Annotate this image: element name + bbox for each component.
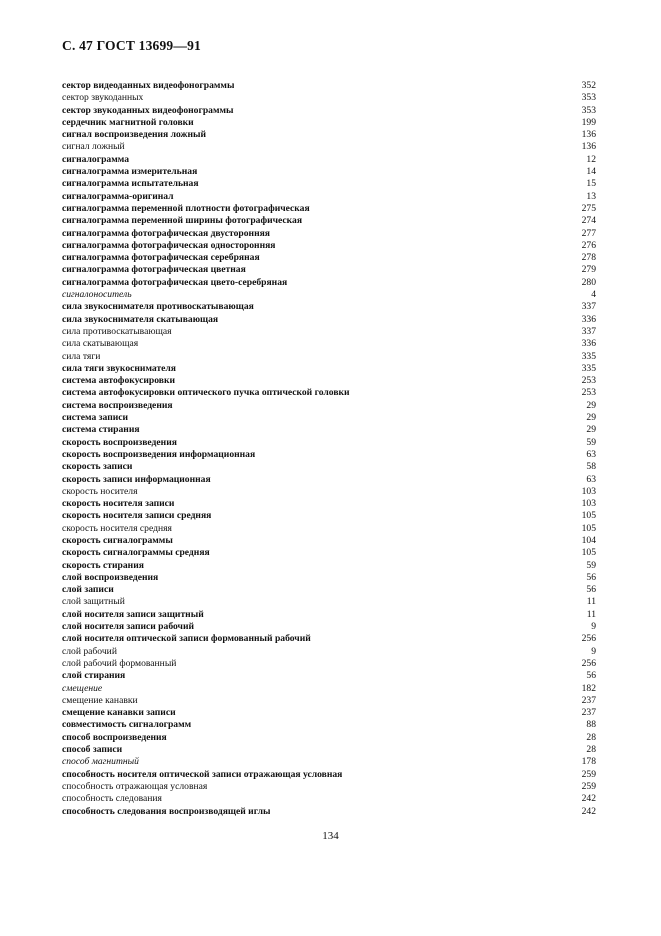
index-page-ref: 253 (581, 375, 596, 387)
index-term: слой рабочий формованный (62, 657, 177, 669)
index-entry (62, 621, 596, 633)
index-page-ref: 182 (581, 682, 596, 694)
index-term: слой защитный (62, 596, 125, 608)
index-entry (62, 154, 596, 166)
index-entry (62, 92, 596, 104)
index-entry (62, 264, 596, 276)
index-entry (62, 609, 596, 621)
index-page-ref: 11 (586, 608, 596, 620)
index-entry (62, 658, 596, 670)
index-term: сигналограмма фотографическая серебряная (62, 252, 260, 264)
index-term: сила тяги звукоснимателя (62, 362, 177, 374)
index-term: скорость носителя (62, 485, 138, 497)
index-term: сектор видеоданных видеофонограммы (62, 80, 235, 91)
index-term: сердечник магнитной головки (62, 116, 194, 128)
index-page-ref: 178 (581, 756, 596, 768)
index-entry (62, 523, 596, 535)
index-term: сигналограмма фотографическая цвето-серебряная (62, 276, 288, 288)
index-term: скорость воспроизведения информационная (62, 448, 256, 460)
index-page-ref: 337 (581, 325, 596, 337)
index-term: смещение канавки (62, 694, 138, 706)
index-entry (62, 449, 596, 461)
index-page-ref: 136 (581, 141, 596, 153)
index-term: слой носителя записи рабочий (62, 621, 194, 633)
index-term: сигнал ложный (62, 141, 125, 153)
index-entry (62, 252, 596, 264)
index-term: сила звукоснимателя скатывающая (62, 313, 219, 325)
index-entry (62, 732, 596, 744)
index-page-ref: 353 (581, 92, 596, 104)
index-entry (62, 314, 596, 326)
index-entry (62, 412, 596, 424)
page-number: 134 (322, 830, 339, 842)
index-page-ref: 253 (581, 387, 596, 399)
index-term: сила противоскатывающая (62, 325, 172, 337)
index-term: сила скатывающая (62, 338, 139, 350)
index-entry (62, 338, 596, 350)
index-term: скорость записи (62, 461, 133, 473)
index-entry (62, 129, 596, 141)
index-page-ref: 279 (581, 264, 596, 276)
index-term: система автофокусировки оптического пучка оптической головки (62, 387, 350, 399)
index-page-ref: 353 (581, 104, 596, 116)
index-term: система воспроизведения (62, 399, 173, 411)
index-entry (62, 744, 596, 756)
index-list (62, 80, 596, 818)
index-term: слой носителя оптической записи формованный рабочий (62, 633, 311, 645)
index-term: система записи (62, 412, 129, 424)
index-page-ref: 277 (581, 227, 596, 239)
index-term: система автофокусировки (62, 375, 176, 387)
index-page-ref: 199 (581, 116, 596, 128)
index-page-ref: 136 (581, 129, 596, 141)
index-term: способность следования (62, 793, 162, 805)
index-term: способность носителя оптической записи отражающая условная (62, 768, 343, 780)
index-term: слой записи (62, 584, 114, 596)
index-term: скорость носителя записи средняя (62, 510, 212, 522)
index-page-ref: 336 (581, 313, 596, 325)
index-term: слой стирания (62, 670, 126, 682)
index-page-ref: 280 (581, 276, 596, 288)
index-page-ref: 242 (581, 805, 596, 817)
index-term: сигналоноситель (62, 289, 132, 301)
index-entry (62, 289, 596, 301)
index-term: сигналограмма переменной ширины фотографическая (62, 215, 303, 227)
index-entry (62, 596, 596, 608)
index-entry (62, 400, 596, 412)
index-entry (62, 572, 596, 584)
index-entry (62, 424, 596, 436)
index-entry (62, 326, 596, 338)
index-term: способ воспроизведения (62, 731, 167, 743)
index-entry (62, 387, 596, 399)
index-term: сигналограмма фотографическая односторонняя (62, 239, 276, 251)
index-page-ref: 56 (586, 670, 596, 682)
index-term: сигналограмма переменной плотности фотографическая (62, 202, 310, 214)
index-entry (62, 584, 596, 596)
index-entry (62, 670, 596, 682)
index-entry (62, 806, 596, 818)
index-page-ref: 103 (581, 485, 596, 497)
index-term: сигналограмма испытательная (62, 178, 199, 190)
index-entry (62, 756, 596, 768)
index-term: скорость носителя средняя (62, 522, 172, 534)
index-term: скорость воспроизведения (62, 436, 177, 448)
index-page-ref: 9 (591, 621, 596, 633)
index-term: совместимость сигналограмм (62, 719, 192, 731)
index-term: способ магнитный (62, 756, 139, 768)
index-term: сигналограмма фотографическая двусторонняя (62, 227, 270, 239)
index-term: способ записи (62, 744, 123, 756)
index-page-ref: 58 (586, 461, 596, 473)
index-entry (62, 117, 596, 129)
index-term: система стирания (62, 424, 140, 436)
index-entry (62, 375, 596, 387)
index-term: сила звукоснимателя противоскатывающая (62, 301, 254, 313)
index-page-ref: 15 (586, 178, 596, 190)
index-entry (62, 633, 596, 645)
index-page-ref: 237 (581, 694, 596, 706)
index-entry (62, 228, 596, 240)
index-page-ref: 103 (581, 498, 596, 510)
index-page-ref: 237 (581, 707, 596, 719)
index-entry (62, 351, 596, 363)
index-entry (62, 769, 596, 781)
index-term: сектор звукоданных (62, 92, 144, 104)
index-entry (62, 510, 596, 522)
index-page-ref: 29 (586, 399, 596, 411)
index-entry (62, 646, 596, 658)
index-page-ref: 276 (581, 239, 596, 251)
index-entry (62, 560, 596, 572)
index-entry (62, 707, 596, 719)
index-entry (62, 793, 596, 805)
index-page-ref: 242 (581, 793, 596, 805)
index-page-ref: 352 (581, 80, 596, 91)
index-term: сигналограмма (62, 153, 130, 165)
index-entry (62, 486, 596, 498)
index-term: скорость носителя записи (62, 498, 175, 510)
index-page-ref: 275 (581, 202, 596, 214)
page-header: С. 47 ГОСТ 13699—91 (62, 38, 201, 53)
index-entry (62, 498, 596, 510)
index-entry (62, 363, 596, 375)
index-entry (62, 695, 596, 707)
index-term: смещение (62, 682, 103, 694)
index-page-ref: 256 (581, 657, 596, 669)
index-term: слой воспроизведения (62, 571, 159, 583)
index-page-ref: 104 (581, 534, 596, 546)
index-entry (62, 80, 596, 92)
index-entry (62, 191, 596, 203)
index-term: слой рабочий (62, 645, 117, 657)
index-term: скорость записи информационная (62, 473, 211, 485)
index-page-ref: 274 (581, 215, 596, 227)
index-entry (62, 166, 596, 178)
index-page-ref: 105 (581, 510, 596, 522)
index-page-ref: 63 (586, 448, 596, 460)
index-term: сигналограмма измерительная (62, 166, 198, 178)
index-term: смещение канавки записи (62, 707, 176, 719)
index-page-ref: 29 (586, 412, 596, 424)
index-entry (62, 547, 596, 559)
index-entry (62, 683, 596, 695)
index-page-ref: 59 (586, 559, 596, 571)
index-entry (62, 105, 596, 117)
index-term: сигналограмма фотографическая цветная (62, 264, 246, 276)
index-term: скорость сигналограммы средняя (62, 547, 210, 559)
index-page-ref: 56 (586, 571, 596, 583)
index-entry (62, 535, 596, 547)
index-entry (62, 141, 596, 153)
index-entry (62, 178, 596, 190)
index-entry (62, 474, 596, 486)
index-entry (62, 719, 596, 731)
index-page-ref: 105 (581, 522, 596, 534)
index-page-ref: 335 (581, 350, 596, 362)
index-entry (62, 240, 596, 252)
index-term: сигнал воспроизведения ложный (62, 129, 207, 141)
index-page-ref: 4 (591, 289, 596, 301)
index-page-ref: 14 (586, 166, 596, 178)
index-page-ref: 28 (586, 744, 596, 756)
index-page-ref: 56 (586, 584, 596, 596)
index-term: сигналограмма-оригинал (62, 190, 174, 202)
index-entry (62, 215, 596, 227)
index-page-ref: 59 (586, 436, 596, 448)
index-entry (62, 301, 596, 313)
index-page-ref: 28 (586, 731, 596, 743)
index-page-ref: 337 (581, 301, 596, 313)
index-entry (62, 203, 596, 215)
index-page-ref: 9 (591, 645, 596, 657)
index-page-ref: 63 (586, 473, 596, 485)
index-page-ref: 29 (586, 424, 596, 436)
index-term: скорость сигналограммы (62, 534, 173, 546)
index-term: сила тяги (62, 350, 101, 362)
index-page-ref: 259 (581, 768, 596, 780)
index-term: сектор звукоданных видеофонограммы (62, 104, 234, 116)
index-page-ref: 335 (581, 362, 596, 374)
index-term: способность отражающая условная (62, 780, 208, 792)
index-page-ref: 259 (581, 780, 596, 792)
index-term: скорость стирания (62, 559, 144, 571)
index-page-ref: 278 (581, 252, 596, 264)
index-entry (62, 461, 596, 473)
index-page-ref: 11 (586, 596, 596, 608)
index-page-ref: 256 (581, 633, 596, 645)
index-entry (62, 277, 596, 289)
index-entry (62, 781, 596, 793)
index-term: слой носителя записи защитный (62, 608, 204, 620)
index-term: способность следования воспроизводящей иглы (62, 805, 271, 817)
index-page-ref: 13 (586, 190, 596, 202)
index-entry (62, 437, 596, 449)
index-page-ref: 105 (581, 547, 596, 559)
index-page-ref: 88 (586, 719, 596, 731)
index-page-ref: 12 (586, 153, 596, 165)
index-page-ref: 336 (581, 338, 596, 350)
